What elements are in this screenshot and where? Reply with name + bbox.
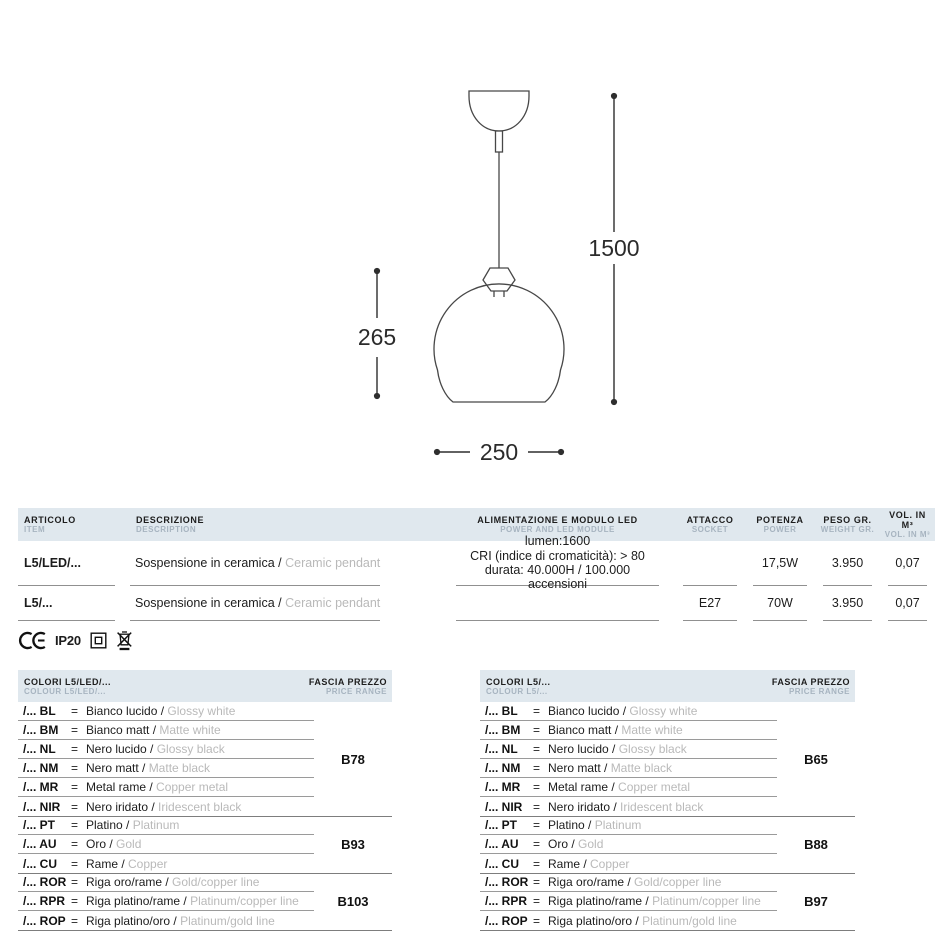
color-name-en: Matte white bbox=[621, 723, 683, 737]
price-title-en: PRICE RANGE bbox=[325, 686, 387, 696]
color-name-it: Riga platino/rame / bbox=[548, 894, 653, 908]
color-name-en: Glossy black bbox=[156, 742, 225, 756]
group-divider bbox=[480, 873, 855, 874]
col-header-en: SOCKET bbox=[691, 525, 729, 534]
description-it: Sospensione in ceramica / bbox=[135, 596, 286, 610]
stem-shape bbox=[496, 131, 503, 152]
color-code: /... AU bbox=[485, 837, 519, 851]
color-code: /... NM bbox=[23, 761, 59, 775]
color-code: /... ROP bbox=[485, 913, 528, 928]
color-name-it: Riga oro/rame / bbox=[548, 875, 635, 889]
equals-sign: = bbox=[533, 761, 541, 775]
color-row bbox=[18, 740, 314, 759]
equals-sign: = bbox=[533, 875, 541, 889]
color-code: /... BM bbox=[485, 723, 521, 737]
color-name-en: Platinum bbox=[132, 818, 180, 832]
color-name-en: Copper bbox=[128, 856, 168, 871]
col-header-vol bbox=[880, 510, 935, 539]
color-name-it: Nero matt / bbox=[548, 761, 611, 775]
color-row bbox=[18, 778, 314, 797]
color-name-it: Riga oro/rame / bbox=[86, 875, 173, 889]
color-code: /... CU bbox=[23, 856, 58, 871]
title-it: COLORI L5/... bbox=[486, 676, 551, 687]
color-code: /... BL bbox=[485, 704, 518, 718]
color-name-it: Nero lucido / bbox=[86, 742, 157, 756]
color-name-it: Nero iridato / bbox=[548, 799, 621, 814]
color-row bbox=[18, 892, 314, 911]
equals-sign: = bbox=[71, 742, 79, 756]
color-row bbox=[480, 873, 777, 892]
color-name-en: Iridescent black bbox=[158, 799, 242, 814]
title-it: COLORI L5/LED/... bbox=[24, 676, 112, 687]
col-header-en: POWER bbox=[763, 525, 797, 534]
equals-sign: = bbox=[71, 856, 79, 871]
equals-sign: = bbox=[533, 837, 541, 851]
group-divider bbox=[18, 873, 392, 874]
equals-sign: = bbox=[533, 856, 541, 871]
knob-neck bbox=[494, 291, 504, 297]
color-name-en: Platinum/gold line bbox=[642, 913, 737, 928]
color-row bbox=[480, 778, 777, 797]
price-title-en: PRICE RANGE bbox=[788, 686, 850, 696]
color-name-it: Platino / bbox=[548, 818, 595, 832]
color-row bbox=[18, 797, 314, 816]
led-module-info bbox=[456, 534, 659, 592]
dim-diameter-label: 250 bbox=[479, 439, 519, 465]
col-header-en: ITEM bbox=[24, 525, 46, 534]
volume-value: 0,07 bbox=[888, 586, 927, 621]
color-name-en: Gold bbox=[578, 837, 604, 851]
color-table-standard bbox=[480, 670, 855, 930]
equals-sign: = bbox=[533, 818, 541, 832]
color-code: /... NM bbox=[485, 761, 521, 775]
equals-sign: = bbox=[71, 761, 79, 775]
color-name-en: Gold/copper line bbox=[634, 875, 722, 889]
equals-sign: = bbox=[533, 704, 541, 718]
color-table-title bbox=[24, 677, 111, 696]
description-en: Ceramic pendant bbox=[285, 596, 381, 610]
color-table-header bbox=[480, 670, 855, 702]
color-row bbox=[480, 759, 777, 778]
col-header-peso bbox=[815, 515, 880, 534]
color-name-it: Riga platino/oro / bbox=[548, 913, 643, 928]
color-row bbox=[480, 892, 777, 911]
color-row bbox=[18, 911, 314, 930]
equals-sign: = bbox=[71, 894, 79, 908]
color-name-en: Platinum/gold line bbox=[180, 913, 275, 928]
color-table-title bbox=[486, 677, 551, 696]
knob-shape bbox=[483, 268, 515, 291]
price-range-value: B103 bbox=[337, 894, 369, 909]
color-name-it: Oro / bbox=[86, 837, 117, 851]
col-header-it: ALIMENTAZIONE E MODULO LED bbox=[477, 515, 638, 525]
price-title-it: FASCIA PREZZO bbox=[771, 676, 850, 687]
color-name-en: Matte black bbox=[610, 761, 673, 775]
color-name-en: Gold bbox=[116, 837, 142, 851]
color-code: /... NL bbox=[485, 742, 518, 756]
col-header-attacco bbox=[675, 515, 745, 534]
weight-value: 3.950 bbox=[823, 586, 872, 621]
color-name-en: Platinum bbox=[594, 818, 642, 832]
color-row bbox=[18, 759, 314, 778]
color-name-en: Gold/copper line bbox=[172, 875, 260, 889]
spec-table bbox=[18, 508, 935, 621]
col-header-potenza bbox=[745, 515, 815, 534]
equals-sign: = bbox=[71, 723, 79, 737]
color-code: /... BL bbox=[23, 704, 56, 718]
color-name-it: Nero matt / bbox=[86, 761, 149, 775]
equals-sign: = bbox=[533, 913, 541, 928]
color-code: /... PT bbox=[23, 818, 56, 832]
lamp-outline bbox=[434, 91, 564, 402]
equals-sign: = bbox=[71, 704, 79, 718]
col-header-en: POWER AND LED MODULE bbox=[500, 525, 615, 534]
color-row bbox=[480, 721, 777, 740]
color-name-it: Rame / bbox=[548, 856, 591, 871]
dim-shade-height-label: 265 bbox=[357, 324, 397, 350]
price-range-value: B88 bbox=[804, 837, 828, 852]
equals-sign: = bbox=[533, 723, 541, 737]
col-header-it: POTENZA bbox=[756, 515, 804, 525]
col-header-it: ARTICOLO bbox=[24, 515, 76, 525]
title-en: COLOUR L5/... bbox=[486, 686, 548, 696]
led-cri: CRI (indice di cromaticità): > 80 bbox=[470, 548, 645, 563]
color-code: /... ROR bbox=[485, 875, 529, 889]
equals-sign: = bbox=[71, 913, 79, 928]
color-code: /... ROP bbox=[23, 913, 66, 928]
color-name-en: Platinum/copper line bbox=[190, 894, 299, 908]
color-table-header bbox=[18, 670, 392, 702]
price-range-header bbox=[772, 677, 850, 696]
col-header-en: WEIGHT GR. bbox=[820, 525, 875, 534]
color-name-it: Nero lucido / bbox=[548, 742, 619, 756]
color-code: /... BM bbox=[23, 723, 59, 737]
price-range-header bbox=[309, 677, 387, 696]
volume-value: 0,07 bbox=[888, 541, 927, 586]
color-name-it: Oro / bbox=[548, 837, 579, 851]
dim-total-drop-label: 1500 bbox=[588, 235, 640, 261]
col-header-it: PESO GR. bbox=[823, 515, 872, 525]
ce-mark-icon bbox=[18, 631, 46, 650]
certification-row bbox=[18, 628, 133, 652]
price-range-value: B65 bbox=[804, 751, 828, 767]
equals-sign: = bbox=[71, 818, 79, 832]
color-name-en: Matte black bbox=[148, 761, 211, 775]
color-code: /... CU bbox=[485, 856, 520, 871]
col-header-descrizione bbox=[130, 515, 440, 534]
color-table-body bbox=[18, 702, 392, 930]
spec-table-header bbox=[18, 508, 935, 541]
title-en: COLOUR L5/LED/... bbox=[24, 686, 106, 696]
equals-sign: = bbox=[71, 799, 79, 814]
color-name-it: Riga platino/rame / bbox=[86, 894, 191, 908]
color-row bbox=[480, 797, 777, 816]
color-name-en: Iridescent black bbox=[620, 799, 704, 814]
color-name-it: Bianco matt / bbox=[86, 723, 160, 737]
color-row bbox=[18, 873, 314, 892]
color-table-led bbox=[18, 670, 392, 930]
item-code: L5/... bbox=[18, 586, 115, 621]
color-row bbox=[480, 854, 777, 873]
equals-sign: = bbox=[533, 780, 541, 794]
led-lumen: lumen:1600 bbox=[524, 534, 591, 549]
socket-value bbox=[683, 541, 737, 586]
color-row bbox=[480, 816, 777, 835]
color-code: /... MR bbox=[485, 780, 521, 794]
color-table-body bbox=[480, 702, 855, 930]
color-name-it: Metal rame / bbox=[548, 780, 619, 794]
col-header-en: DESCRIPTION bbox=[136, 525, 197, 534]
color-code: /... AU bbox=[23, 837, 57, 851]
color-code: /... NIR bbox=[23, 799, 61, 814]
color-row bbox=[480, 911, 777, 930]
equals-sign: = bbox=[533, 894, 541, 908]
class-ii-double-insulation-icon bbox=[90, 632, 107, 649]
color-row bbox=[18, 702, 314, 721]
equals-sign: = bbox=[71, 837, 79, 851]
led-duration: durata: 40.000H / 100.000 accensioni bbox=[484, 563, 631, 592]
color-name-it: Riga platino/oro / bbox=[86, 913, 181, 928]
item-code: L5/LED/... bbox=[18, 541, 115, 586]
color-name-it: Rame / bbox=[86, 856, 129, 871]
color-row bbox=[18, 816, 314, 835]
price-range-value: B78 bbox=[341, 751, 365, 767]
col-header-articolo bbox=[18, 515, 130, 534]
col-header-it: ATTACCO bbox=[686, 515, 734, 525]
color-name-en: Copper metal bbox=[156, 780, 229, 794]
price-title-it: FASCIA PREZZO bbox=[308, 676, 387, 687]
color-name-en: Matte white bbox=[159, 723, 221, 737]
socket-value: E27 bbox=[683, 586, 737, 621]
color-name-en: Platinum/copper line bbox=[652, 894, 761, 908]
color-name-en: Glossy white bbox=[629, 704, 698, 718]
color-name-it: Nero iridato / bbox=[86, 799, 159, 814]
pendant-lamp-drawing bbox=[330, 80, 670, 472]
col-header-alimentazione bbox=[440, 515, 675, 534]
color-row bbox=[18, 835, 314, 854]
shade-shape bbox=[434, 284, 564, 402]
equals-sign: = bbox=[71, 780, 79, 794]
col-header-it: DESCRIZIONE bbox=[136, 515, 205, 525]
canopy-shape bbox=[469, 91, 529, 131]
color-row bbox=[18, 854, 314, 873]
color-code: /... NL bbox=[23, 742, 56, 756]
color-name-it: Bianco lucido / bbox=[86, 704, 168, 718]
color-name-en: Glossy white bbox=[167, 704, 236, 718]
power-value: 70W bbox=[753, 586, 807, 621]
power-value: 17,5W bbox=[753, 541, 807, 586]
col-header-en: VOL. IN M³ bbox=[884, 530, 931, 539]
table-row bbox=[18, 586, 935, 621]
equals-sign: = bbox=[533, 799, 541, 814]
col-header-it: VOL. IN M³ bbox=[889, 510, 926, 530]
color-row bbox=[480, 740, 777, 759]
weight-value: 3.950 bbox=[823, 541, 872, 586]
color-row bbox=[480, 702, 777, 721]
color-row bbox=[18, 721, 314, 740]
color-code: /... PT bbox=[485, 818, 518, 832]
equals-sign: = bbox=[533, 742, 541, 756]
color-code: /... MR bbox=[23, 780, 59, 794]
group-divider bbox=[18, 816, 392, 817]
item-description bbox=[130, 586, 380, 621]
color-name-it: Bianco lucido / bbox=[548, 704, 630, 718]
group-divider bbox=[480, 930, 855, 931]
color-name-en: Copper bbox=[590, 856, 630, 871]
price-range-value: B97 bbox=[804, 894, 828, 909]
color-name-en: Copper metal bbox=[618, 780, 691, 794]
equals-sign: = bbox=[71, 875, 79, 889]
group-divider bbox=[480, 816, 855, 817]
ip-rating-label: IP20 bbox=[55, 632, 81, 648]
item-description bbox=[130, 541, 380, 586]
description-en: Ceramic pendant bbox=[285, 556, 381, 570]
price-range-value: B93 bbox=[341, 837, 365, 852]
color-name-en: Glossy black bbox=[618, 742, 687, 756]
weee-crossed-bin-icon bbox=[116, 630, 133, 651]
description-it: Sospensione in ceramica / bbox=[135, 556, 286, 570]
led-module-info bbox=[456, 586, 659, 621]
color-code: /... ROR bbox=[23, 875, 67, 889]
color-row bbox=[480, 835, 777, 854]
group-divider bbox=[18, 930, 392, 931]
color-code: /... RPR bbox=[23, 894, 66, 908]
color-name-it: Platino / bbox=[86, 818, 133, 832]
color-name-it: Metal rame / bbox=[86, 780, 157, 794]
color-code: /... NIR bbox=[485, 799, 523, 814]
color-code: /... RPR bbox=[485, 894, 528, 908]
color-name-it: Bianco matt / bbox=[548, 723, 622, 737]
